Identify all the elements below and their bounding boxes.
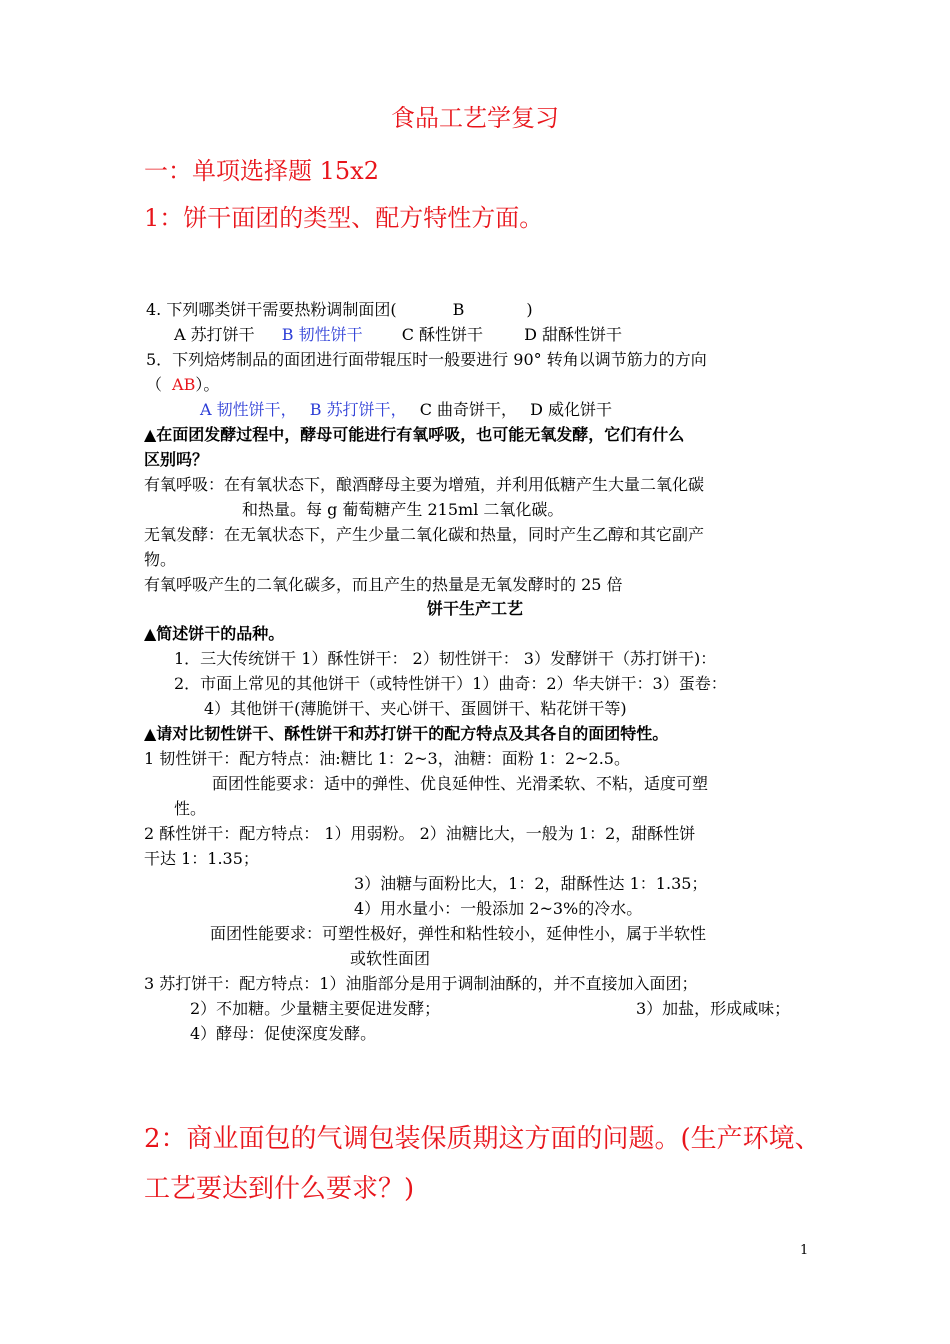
question-4-stem-text: 4. 下列哪类饼干需要热粉调制面团( (146, 300, 397, 319)
question-5-option-d: D 威化饼干 (530, 400, 613, 419)
crisp-biscuit-dough-line-1: 面团性能要求：可塑性极好，弹性和粘性较小，延伸性小，属于半软性 (210, 924, 707, 943)
soda-biscuit-formula-1: 3 苏打饼干：配方特点：1）油脂部分是用于调制油酥的，并不直接加入面团； (144, 974, 698, 993)
variety-item-1: 1．三大传统饼干 1）酥性饼干： 2）韧性饼干： 3）发酵饼干（苏打饼干)： (174, 649, 717, 668)
anaerobic-line-2: 物。 (144, 550, 177, 569)
soda-biscuit-formula-2: 2）不加糖。少量糖主要促进发酵； (190, 999, 441, 1018)
question-5-stem: 5．下列焙烤制品的面团进行面带辊压时一般要进行 90° 转角以调节筋力的方向 (146, 350, 707, 369)
variety-question: ▲简述饼干的品种。 (144, 624, 285, 643)
tough-biscuit-formula: 1 韧性饼干：配方特点：油:糖比 1：2~3，油糖：面粉 1：2~2.5。 (144, 749, 630, 768)
anaerobic-line-1: 无氧发酵：在无氧状态下，产生少量二氧化碳和热量，同时产生乙醇和其它副产 (144, 525, 705, 544)
crisp-biscuit-formula-2: 干达 1：1.35； (144, 849, 259, 868)
aerobic-line-1: 有氧呼吸：在有氧状态下，酿酒酵母主要为增殖，并利用低糖产生大量二氧化碳 (144, 475, 705, 494)
question-4-option-a: A 苏打饼干 (174, 325, 255, 344)
tough-biscuit-dough-line-1: 面团性能要求：适中的弹性、优良延伸性、光滑柔软、不粘，适度可塑 (212, 774, 709, 793)
variety-item-3: 4）其他饼干(薄脆饼干、夹心饼干、蛋圆饼干、粘花饼干等) (204, 699, 627, 718)
aerobic-vs-anaerobic: 有氧呼吸产生的二氧化碳多，而且产生的热量是无氧发酵时的 25 倍 (144, 575, 623, 594)
soda-biscuit-formula-4: 4）酵母：促使深度发酵。 (190, 1024, 377, 1043)
question-4-answer: B (452, 300, 465, 319)
crisp-biscuit-dough-line-2: 或软性面团 (350, 949, 431, 968)
topic-heading-bread-packaging-line-1: 2：商业面包的气调包装保质期这方面的问题。(生产环境、 (144, 1124, 821, 1154)
question-5-option-c: C 曲奇饼干， (419, 400, 518, 419)
question-5-open-paren: （ (146, 375, 163, 394)
question-4-option-c: C 酥性饼干 (401, 325, 484, 344)
question-4-options (174, 324, 622, 346)
variety-item-2: 2．市面上常见的其他饼干（或特性饼干）1）曲奇：2）华夫饼干：3）蛋卷： (174, 674, 727, 693)
crisp-biscuit-formula-1: 2 酥性饼干：配方特点： 1）用弱粉。 2）油糖比大，一般为 1：2，甜酥性饼 (144, 824, 696, 843)
section-heading-single-choice: 一：单项选择题 15x2 (144, 157, 379, 185)
crisp-biscuit-formula-3: 3）油糖与面粉比大，1：2，甜酥性达 1：1.35； (354, 874, 708, 893)
question-5-option-b: B 苏打饼干， (309, 400, 407, 419)
question-5-answer: AB (172, 375, 196, 394)
page-number: 1 (800, 1243, 809, 1258)
topic-heading-bread-packaging-line-2: 工艺要达到什么要求？) (144, 1174, 415, 1204)
soda-biscuit-formula-3: 3）加盐，形成咸味； (636, 999, 791, 1018)
question-4-option-d: D 甜酥性饼干 (524, 325, 623, 344)
crisp-biscuit-formula-4: 4）用水量小：一般添加 2~3%的冷水。 (354, 899, 643, 918)
question-4-option-b: B 韧性饼干 (281, 325, 363, 344)
ferment-question-line-1: ▲在面团发酵过程中，酵母可能进行有氧呼吸，也可能无氧发酵，它们有什么 (144, 425, 685, 444)
topic-heading-biscuit-dough: 1：饼干面团的类型、配方特性方面。 (144, 204, 544, 232)
aerobic-line-2: 和热量。每 g 葡萄糖产生 215ml 二氧化碳。 (242, 500, 564, 519)
page-title: 食品工艺学复习 (391, 104, 559, 132)
question-4-stem (146, 299, 533, 321)
question-4-close-paren: ) (526, 300, 533, 319)
question-5-option-a: A 韧性饼干， (200, 400, 297, 419)
question-5-options (200, 399, 612, 421)
biscuit-process-title: 饼干生产工艺 (426, 599, 523, 618)
tough-biscuit-dough-line-2: 性。 (174, 799, 207, 818)
question-5-close-paren: ）。 (195, 375, 220, 394)
question-5-answer-line (146, 374, 219, 396)
ferment-question-line-2: 区别吗？ (144, 450, 209, 469)
compare-question: ▲请对比韧性饼干、酥性饼干和苏打饼干的配方特点及其各自的面团特性。 (144, 724, 669, 743)
